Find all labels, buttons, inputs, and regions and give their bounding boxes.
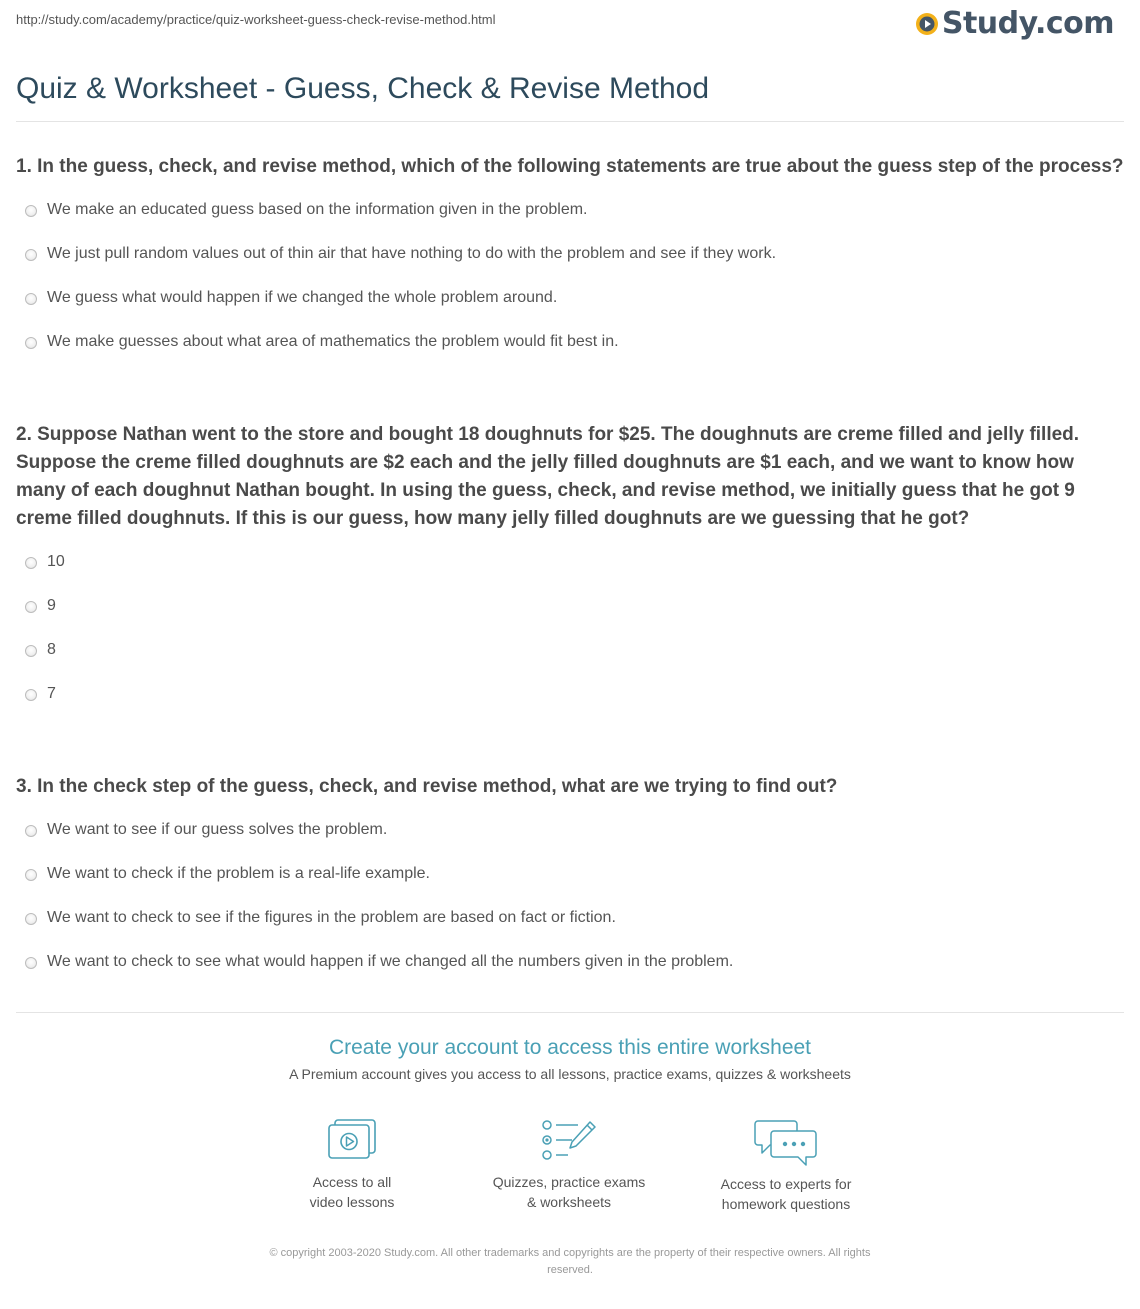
answer-options — [16, 192, 1126, 368]
quiz-checklist-icon — [540, 1118, 598, 1162]
cta-title[interactable]: Create your account to access this entire worksheet — [328, 1036, 812, 1059]
feature-caption — [469, 1172, 669, 1212]
answer-label: We make guesses about what area of mathematics the problem would fit best in. — [47, 333, 619, 350]
feature-quizzes — [469, 1118, 669, 1212]
copyright-line: reserved. — [547, 1264, 593, 1276]
feature-line: Quizzes, practice exams — [492, 1174, 646, 1190]
answer-label: We just pull random values out of thin air that have nothing to do with the problem and see if they work. — [47, 245, 777, 262]
answer-option[interactable] — [16, 544, 1126, 588]
radio-button[interactable] — [25, 205, 37, 217]
answer-options — [16, 812, 1126, 988]
feature-line: homework questions — [721, 1196, 851, 1212]
answer-label: 10 — [47, 553, 65, 570]
feature-video-lessons — [252, 1118, 452, 1212]
answer-label: 8 — [47, 641, 56, 658]
radio-button[interactable] — [25, 601, 37, 613]
logo-text: Study.com — [941, 6, 1114, 41]
feature-line: video lessons — [309, 1194, 395, 1210]
question-1 — [16, 153, 1126, 368]
page-title: Quiz & Worksheet - Guess, Check & Revise Method — [16, 72, 710, 105]
answer-label: We want to see if our guess solves the problem. — [47, 821, 388, 838]
answer-label: We make an educated guess based on the information given in the problem. — [47, 201, 588, 218]
cta-subtitle: A Premium account gives you access to all lessons, practice exams, quizzes & worksheets — [289, 1066, 851, 1082]
feature-line: & worksheets — [526, 1194, 612, 1210]
radio-button[interactable] — [25, 869, 37, 881]
play-logo-icon — [915, 12, 939, 36]
answer-label: We guess what would happen if we changed the whole problem around. — [47, 289, 558, 306]
question-text: 3. In the check step of the guess, check, and revise method, what are we trying to find out? — [16, 776, 838, 797]
radio-button[interactable] — [25, 957, 37, 969]
answer-label: We want to check if the problem is a real-life example. — [47, 865, 430, 882]
answer-options — [16, 544, 1126, 720]
answer-option[interactable] — [16, 588, 1126, 632]
question-text: 2. Suppose Nathan went to the store and bought 18 doughnuts for $25. The doughnuts are creme filled and jelly filled. Suppose the creme filled doughnuts are $2 each and the jelly filled doughnuts are $1 each, and we want to know how many of each doughnut Nathan bought. In using the guess, check, and revise method, we initially guess that he got 9 creme filled doughnuts. If this is our guess, how many jelly filled doughnuts are we guessing that he got? — [16, 424, 1080, 529]
radio-button[interactable] — [25, 645, 37, 657]
answer-option[interactable] — [16, 856, 1126, 900]
radio-button[interactable] — [25, 825, 37, 837]
copyright-line: © copyright 2003-2020 Study.com. All other trademarks and copyrights are the property of their respective owners. All rights — [269, 1247, 871, 1259]
radio-button[interactable] — [25, 293, 37, 305]
copyright-notice — [215, 1245, 925, 1279]
page-url[interactable]: http://study.com/academy/practice/quiz-worksheet-guess-check-revise-method.html — [16, 12, 496, 27]
answer-option[interactable] — [16, 676, 1126, 720]
cta-divider — [16, 1012, 1124, 1013]
answer-option[interactable] — [16, 812, 1126, 856]
answer-option[interactable] — [16, 280, 1126, 324]
feature-line: Access to all — [312, 1174, 392, 1190]
radio-button[interactable] — [25, 557, 37, 569]
radio-button[interactable] — [25, 913, 37, 925]
radio-button[interactable] — [25, 337, 37, 349]
answer-option[interactable] — [16, 944, 1126, 988]
question-text: 1. In the guess, check, and revise method, which of the following statements are true about the guess step of the process? — [16, 156, 1124, 177]
top-bar — [0, 0, 1140, 52]
answer-option[interactable] — [16, 324, 1126, 368]
feature-experts — [686, 1118, 886, 1214]
answer-option[interactable] — [16, 236, 1126, 280]
answer-label: We want to check to see if the figures in the problem are based on fact or fiction. — [47, 909, 616, 926]
question-3 — [16, 773, 1126, 988]
chat-bubbles-icon — [754, 1118, 818, 1168]
feature-line: Access to experts for — [720, 1176, 852, 1192]
feature-caption — [252, 1172, 452, 1212]
answer-label: 9 — [47, 597, 56, 614]
answer-option[interactable] — [16, 632, 1126, 676]
answer-option[interactable] — [16, 900, 1126, 944]
title-divider — [16, 121, 1124, 122]
study-logo[interactable] — [915, 6, 1114, 41]
video-lessons-icon — [326, 1118, 378, 1162]
feature-caption — [686, 1174, 886, 1214]
answer-option[interactable] — [16, 192, 1126, 236]
radio-button[interactable] — [25, 249, 37, 261]
radio-button[interactable] — [25, 689, 37, 701]
question-2 — [16, 421, 1126, 720]
answer-label: We want to check to see what would happen if we changed all the numbers given in the problem. — [47, 953, 734, 970]
answer-label: 7 — [47, 685, 56, 702]
account-cta — [0, 1036, 1140, 1082]
